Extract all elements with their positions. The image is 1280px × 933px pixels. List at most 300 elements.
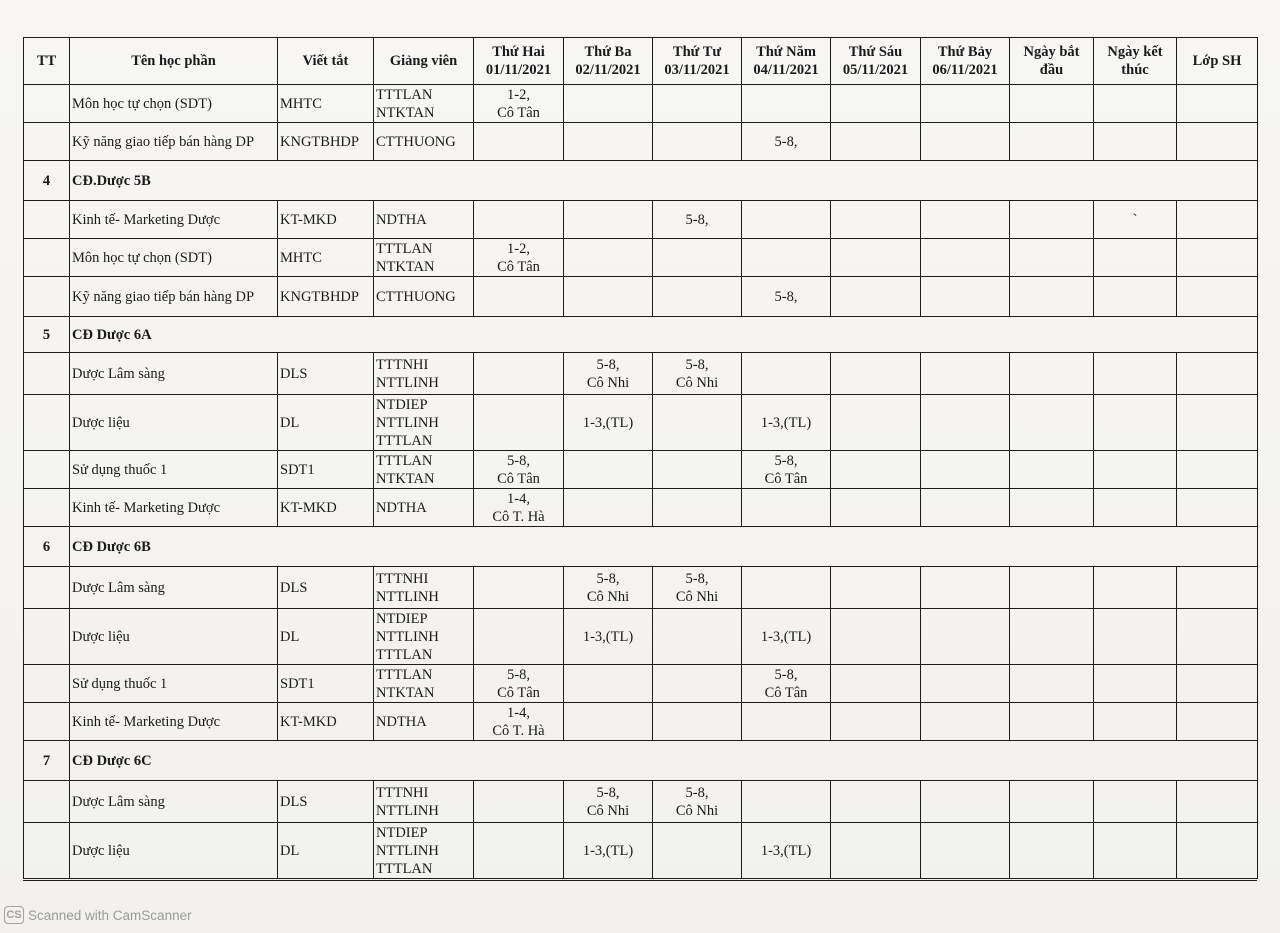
cell-thu <box>742 201 831 239</box>
cell-course <box>70 489 278 527</box>
group-number-text: 5 <box>42 326 51 343</box>
cell-mon <box>474 665 564 703</box>
cell-mon <box>474 395 564 451</box>
cell-wed <box>653 823 742 879</box>
cell-start <box>1010 609 1094 665</box>
cell-abbr <box>278 85 374 123</box>
cell-fri <box>831 277 921 317</box>
cell-teacher <box>374 451 474 489</box>
cell-sat <box>921 277 1010 317</box>
cell-abbr <box>278 781 374 823</box>
cell-tt <box>24 239 70 277</box>
cell-start <box>1010 239 1094 277</box>
camscanner-text: Scanned with CamScanner <box>28 907 192 923</box>
cell-tue <box>564 665 653 703</box>
cell-start <box>1010 703 1094 741</box>
cell-mon <box>474 85 564 123</box>
group-number <box>24 527 70 567</box>
cell-end <box>1094 665 1177 703</box>
cell-teacher-text: NTDIEP NTTLINH TTTLAN <box>376 396 439 449</box>
cell-mon-text: 1-4, Cô T. Hà <box>492 490 545 525</box>
schedule-body <box>24 85 1258 879</box>
cell-sat <box>921 567 1010 609</box>
cell-course-text: Kinh tế- Marketing Dược <box>72 211 221 228</box>
cell-tue <box>564 353 653 395</box>
cell-class <box>1177 703 1258 741</box>
cell-tt <box>24 201 70 239</box>
class-group-row <box>24 161 1258 201</box>
cell-abbr <box>278 665 374 703</box>
cell-tt <box>24 85 70 123</box>
cell-teacher-text: TTTNHI NTTLINH <box>376 784 439 819</box>
cell-end <box>1094 123 1177 161</box>
cell-course-text: Sử dụng thuốc 1 <box>72 461 168 478</box>
cell-start <box>1010 395 1094 451</box>
group-name-text: CĐ Dược 6A <box>72 326 152 343</box>
cell-teacher <box>374 239 474 277</box>
group-name-text: CĐ.Dược 5B <box>72 172 151 189</box>
course-row <box>24 395 1258 451</box>
cell-fri <box>831 665 921 703</box>
group-number-text: 7 <box>42 752 51 769</box>
group-name <box>70 741 1258 781</box>
cell-tue <box>564 85 653 123</box>
cell-course-text: Dược Lâm sàng <box>72 579 165 596</box>
class-group-row <box>24 527 1258 567</box>
cell-teacher-text: NTDIEP NTTLINH TTTLAN <box>376 610 439 663</box>
cell-tue <box>564 567 653 609</box>
cell-tue <box>564 609 653 665</box>
cell-tue-text: 5-8, Cô Nhi <box>586 356 630 391</box>
cell-course-text: Dược liệu <box>72 842 130 859</box>
class-group-row <box>24 317 1258 353</box>
cell-teacher-text: TTTLAN NTKTAN <box>376 452 435 487</box>
cell-abbr-text: DLS <box>280 793 308 810</box>
cell-abbr <box>278 277 374 317</box>
cell-wed <box>653 201 742 239</box>
cell-end <box>1094 239 1177 277</box>
group-name <box>70 527 1258 567</box>
cell-mon <box>474 703 564 741</box>
cell-thu-text: 5-8, <box>774 133 798 150</box>
cell-sat <box>921 451 1010 489</box>
group-number-text: 6 <box>42 538 51 555</box>
cell-teacher-text: TTTNHI NTTLINH <box>376 570 439 605</box>
cell-class <box>1177 451 1258 489</box>
cell-thu <box>742 703 831 741</box>
group-number-text: 4 <box>42 172 51 189</box>
cell-class <box>1177 781 1258 823</box>
cell-wed <box>653 395 742 451</box>
cell-abbr-text: DL <box>280 842 300 859</box>
cell-course <box>70 277 278 317</box>
cell-end <box>1094 353 1177 395</box>
cell-abbr <box>278 823 374 879</box>
cell-tt <box>24 123 70 161</box>
cell-mon-text: 1-2, Cô Tân <box>497 86 540 121</box>
cell-course <box>70 85 278 123</box>
cell-tue-text: 5-8, Cô Nhi <box>586 570 630 605</box>
course-row <box>24 489 1258 527</box>
cell-teacher-text: TTTLAN NTKTAN <box>376 240 435 275</box>
cell-end <box>1094 277 1177 317</box>
cell-thu-text: 5-8, <box>774 288 798 305</box>
cell-fri <box>831 609 921 665</box>
cell-end <box>1094 489 1177 527</box>
cell-thu <box>742 239 831 277</box>
cell-tue <box>564 123 653 161</box>
cell-course <box>70 823 278 879</box>
cell-start <box>1010 665 1094 703</box>
header-abbr: Viết tắt <box>278 38 374 85</box>
cell-teacher <box>374 609 474 665</box>
cell-teacher-text: CTTHUONG <box>376 133 456 150</box>
header-course: Tên học phần <box>70 38 278 85</box>
cell-end <box>1094 781 1177 823</box>
course-row <box>24 239 1258 277</box>
cell-course <box>70 123 278 161</box>
cell-fri <box>831 823 921 879</box>
course-row <box>24 451 1258 489</box>
cell-tt <box>24 277 70 317</box>
cell-end <box>1094 395 1177 451</box>
cell-fri <box>831 85 921 123</box>
cell-fri <box>831 489 921 527</box>
cell-thu-text: 1-3,(TL) <box>760 414 812 431</box>
cell-fri <box>831 781 921 823</box>
cell-class <box>1177 239 1258 277</box>
cell-start <box>1010 201 1094 239</box>
cell-sat <box>921 239 1010 277</box>
group-number <box>24 741 70 781</box>
cell-course-text: Dược liệu <box>72 414 130 431</box>
cell-sat <box>921 665 1010 703</box>
cell-course-text: Môn học tự chọn (SDT) <box>72 95 212 112</box>
cell-teacher-text: NDTHA <box>376 713 427 730</box>
cell-start <box>1010 823 1094 879</box>
cell-teacher-text: TTTNHI NTTLINH <box>376 356 439 391</box>
cell-tt <box>24 489 70 527</box>
cell-thu <box>742 567 831 609</box>
cell-mon <box>474 239 564 277</box>
cell-wed-text: 5-8, Cô Nhi <box>675 570 719 605</box>
cell-teacher-text: NTDIEP NTTLINH TTTLAN <box>376 824 439 877</box>
cell-tt <box>24 395 70 451</box>
header-wed: Thứ Tư 03/11/2021 <box>653 38 742 85</box>
cell-abbr-text: DL <box>280 628 300 645</box>
header-row <box>24 38 1258 85</box>
cell-teacher-text: CTTHUONG <box>376 288 456 305</box>
cell-abbr <box>278 201 374 239</box>
cell-thu <box>742 123 831 161</box>
cell-thu <box>742 353 831 395</box>
cell-course <box>70 201 278 239</box>
cell-fri <box>831 703 921 741</box>
cell-abbr <box>278 489 374 527</box>
cell-course <box>70 609 278 665</box>
cell-fri <box>831 123 921 161</box>
cell-abbr <box>278 451 374 489</box>
header-teacher: Giảng viên <box>374 38 474 85</box>
cell-mon <box>474 781 564 823</box>
cell-class <box>1177 567 1258 609</box>
cell-end <box>1094 703 1177 741</box>
cell-thu-text: 1-3,(TL) <box>760 842 812 859</box>
cell-class <box>1177 609 1258 665</box>
cell-tt <box>24 703 70 741</box>
cell-teacher <box>374 123 474 161</box>
cell-course <box>70 703 278 741</box>
cell-class <box>1177 665 1258 703</box>
cell-mon <box>474 609 564 665</box>
cell-sat <box>921 823 1010 879</box>
cell-course-text: Dược Lâm sàng <box>72 365 165 382</box>
course-row <box>24 85 1258 123</box>
cell-course-text: Môn học tự chọn (SDT) <box>72 249 212 266</box>
cell-mon <box>474 823 564 879</box>
cell-sat <box>921 609 1010 665</box>
cell-sat <box>921 489 1010 527</box>
cell-teacher <box>374 781 474 823</box>
cell-abbr-text: KT-MKD <box>280 713 337 730</box>
header-thu: Thứ Năm 04/11/2021 <box>742 38 831 85</box>
cell-wed <box>653 85 742 123</box>
cell-start <box>1010 451 1094 489</box>
cell-course <box>70 353 278 395</box>
cell-tue <box>564 277 653 317</box>
group-number <box>24 317 70 353</box>
cell-wed <box>653 123 742 161</box>
cell-wed-text: 5-8, <box>685 211 709 228</box>
group-name <box>70 317 1258 353</box>
cell-abbr <box>278 239 374 277</box>
cell-teacher <box>374 665 474 703</box>
cell-mon <box>474 567 564 609</box>
cell-course <box>70 395 278 451</box>
cell-tue-text: 1-3,(TL) <box>582 842 634 859</box>
cell-thu <box>742 823 831 879</box>
cell-fri <box>831 395 921 451</box>
cell-tue <box>564 489 653 527</box>
cell-start <box>1010 781 1094 823</box>
cell-tue <box>564 823 653 879</box>
group-name <box>70 161 1258 201</box>
cell-wed <box>653 451 742 489</box>
cell-tue-text: 1-3,(TL) <box>582 628 634 645</box>
cell-start <box>1010 353 1094 395</box>
cell-teacher <box>374 567 474 609</box>
cell-teacher-text: TTTLAN NTKTAN <box>376 666 435 701</box>
group-name-text: CĐ Dược 6B <box>72 538 151 555</box>
cell-wed <box>653 277 742 317</box>
course-row <box>24 823 1258 879</box>
cell-teacher <box>374 703 474 741</box>
cell-end <box>1094 609 1177 665</box>
cell-abbr-text: KNGTBHDP <box>280 288 359 305</box>
cell-teacher <box>374 277 474 317</box>
cell-course <box>70 451 278 489</box>
header-sat: Thứ Bảy 06/11/2021 <box>921 38 1010 85</box>
header-tt: TT <box>24 38 70 85</box>
cell-class <box>1177 823 1258 879</box>
cell-sat <box>921 395 1010 451</box>
cell-thu <box>742 451 831 489</box>
cell-sat <box>921 123 1010 161</box>
course-row <box>24 781 1258 823</box>
cell-wed <box>653 489 742 527</box>
cell-teacher-text: NDTHA <box>376 499 427 516</box>
cell-course-text: Kỹ năng giao tiếp bán hàng DP <box>72 133 255 150</box>
cell-mon <box>474 123 564 161</box>
cell-end-text: ` <box>1132 211 1138 228</box>
cell-mon <box>474 201 564 239</box>
cell-abbr-text: SDT1 <box>280 461 315 478</box>
camscanner-logo-icon: CS <box>4 906 24 924</box>
cell-class <box>1177 85 1258 123</box>
cell-teacher-text: TTTLAN NTKTAN <box>376 86 435 121</box>
cell-tue-text: 1-3,(TL) <box>582 414 634 431</box>
course-row <box>24 123 1258 161</box>
cell-wed-text: 5-8, Cô Nhi <box>675 356 719 391</box>
cell-tt <box>24 823 70 879</box>
cell-abbr <box>278 395 374 451</box>
cell-wed <box>653 239 742 277</box>
cell-abbr-text: KT-MKD <box>280 211 337 228</box>
cell-thu-text: 5-8, Cô Tân <box>764 452 808 487</box>
course-row <box>24 665 1258 703</box>
cell-sat <box>921 85 1010 123</box>
cell-abbr <box>278 567 374 609</box>
cell-teacher <box>374 201 474 239</box>
group-name-text: CĐ Dược 6C <box>72 752 152 769</box>
header-tue: Thứ Ba 02/11/2021 <box>564 38 653 85</box>
cell-tue <box>564 239 653 277</box>
cell-start <box>1010 277 1094 317</box>
cell-tue <box>564 201 653 239</box>
cell-wed <box>653 609 742 665</box>
cell-tt <box>24 781 70 823</box>
cell-thu <box>742 665 831 703</box>
cell-sat <box>921 781 1010 823</box>
cell-thu-text: 1-3,(TL) <box>760 628 812 645</box>
cell-abbr <box>278 609 374 665</box>
cell-end <box>1094 201 1177 239</box>
cell-abbr <box>278 353 374 395</box>
cell-mon-text: 5-8, Cô Tân <box>497 452 540 487</box>
cell-course-text: Kinh tế- Marketing Dược <box>72 713 221 730</box>
bottom-border <box>23 880 1257 881</box>
cell-fri <box>831 451 921 489</box>
cell-tue <box>564 703 653 741</box>
cell-tt <box>24 665 70 703</box>
cell-tue <box>564 451 653 489</box>
cell-teacher <box>374 353 474 395</box>
cell-thu-text: 5-8, Cô Tân <box>764 666 808 701</box>
cell-class <box>1177 123 1258 161</box>
cell-class <box>1177 277 1258 317</box>
cell-fri <box>831 239 921 277</box>
course-row <box>24 277 1258 317</box>
cell-course-text: Sử dụng thuốc 1 <box>72 675 168 692</box>
cell-abbr-text: DLS <box>280 365 308 382</box>
cell-abbr-text: SDT1 <box>280 675 315 692</box>
cell-tt <box>24 451 70 489</box>
cell-course <box>70 239 278 277</box>
cell-course-text: Kỹ năng giao tiếp bán hàng DP <box>72 288 255 305</box>
cell-course <box>70 567 278 609</box>
camscanner-watermark <box>4 906 192 924</box>
cell-abbr-text: MHTC <box>280 95 322 112</box>
cell-fri <box>831 353 921 395</box>
cell-thu <box>742 277 831 317</box>
cell-sat <box>921 703 1010 741</box>
cell-abbr-text: MHTC <box>280 249 322 266</box>
cell-mon-text: 5-8, Cô Tân <box>497 666 540 701</box>
cell-course-text: Dược Lâm sàng <box>72 793 165 810</box>
cell-thu <box>742 85 831 123</box>
cell-sat <box>921 353 1010 395</box>
header-mon: Thứ Hai 01/11/2021 <box>474 38 564 85</box>
header-start-date: Ngày bắt đầu <box>1010 38 1094 85</box>
cell-class <box>1177 353 1258 395</box>
cell-thu <box>742 395 831 451</box>
cell-mon <box>474 451 564 489</box>
cell-abbr-text: KT-MKD <box>280 499 337 516</box>
cell-teacher <box>374 823 474 879</box>
course-row <box>24 703 1258 741</box>
cell-teacher-text: NDTHA <box>376 211 427 228</box>
cell-fri <box>831 201 921 239</box>
cell-tt <box>24 353 70 395</box>
cell-class <box>1177 395 1258 451</box>
header-fri: Thứ Sáu 05/11/2021 <box>831 38 921 85</box>
cell-mon-text: 1-2, Cô Tân <box>497 240 540 275</box>
cell-mon-text: 1-4, Cô T. Hà <box>492 704 545 739</box>
cell-tue <box>564 395 653 451</box>
cell-abbr <box>278 703 374 741</box>
cell-sat <box>921 201 1010 239</box>
cell-course-text: Dược liệu <box>72 628 130 645</box>
cell-tt <box>24 609 70 665</box>
course-row <box>24 201 1258 239</box>
group-number <box>24 161 70 201</box>
cell-abbr-text: DL <box>280 414 300 431</box>
cell-wed <box>653 781 742 823</box>
cell-tue <box>564 781 653 823</box>
header-end-date: Ngày kết thúc <box>1094 38 1177 85</box>
cell-start <box>1010 489 1094 527</box>
cell-end <box>1094 451 1177 489</box>
cell-mon <box>474 353 564 395</box>
cell-course <box>70 665 278 703</box>
cell-start <box>1010 85 1094 123</box>
cell-course <box>70 781 278 823</box>
cell-wed-text: 5-8, Cô Nhi <box>675 784 719 819</box>
cell-mon <box>474 277 564 317</box>
cell-end <box>1094 823 1177 879</box>
cell-teacher <box>374 85 474 123</box>
cell-start <box>1010 567 1094 609</box>
cell-course-text: Kinh tế- Marketing Dược <box>72 499 221 516</box>
cell-tt <box>24 567 70 609</box>
cell-class <box>1177 201 1258 239</box>
cell-wed <box>653 703 742 741</box>
cell-start <box>1010 123 1094 161</box>
cell-thu <box>742 609 831 665</box>
cell-end <box>1094 567 1177 609</box>
course-row <box>24 353 1258 395</box>
cell-wed <box>653 567 742 609</box>
